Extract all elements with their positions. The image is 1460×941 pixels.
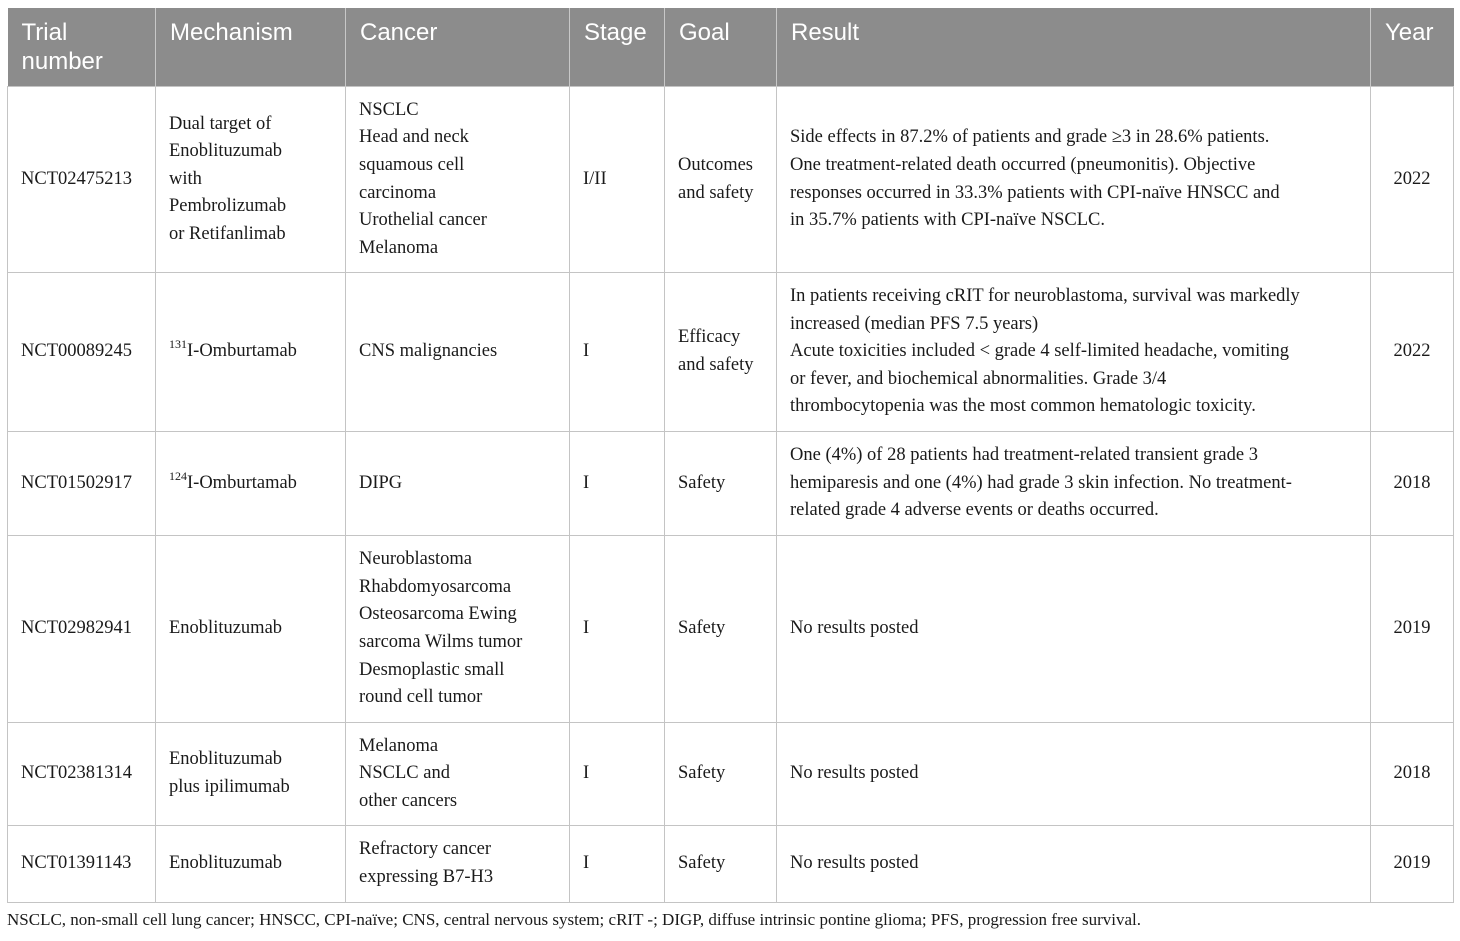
cell-stage: I bbox=[570, 723, 665, 826]
mechanism-line: with bbox=[169, 168, 202, 189]
cell-stage: I/II bbox=[570, 87, 665, 273]
isotope-superscript: 124 bbox=[169, 468, 187, 483]
table-row bbox=[8, 273, 1454, 432]
cell-trial-number: NCT01502917 bbox=[8, 432, 156, 536]
cancer-line: round cell tumor bbox=[359, 687, 483, 708]
result-line: Side effects in 87.2% of patients and grade ≥3 in 28.6% patients. bbox=[790, 127, 1270, 148]
goal-line: Efficacy bbox=[678, 327, 741, 348]
mechanism-line: Pembrolizumab bbox=[169, 196, 287, 217]
mechanism-line: Enoblituzumab bbox=[169, 141, 283, 162]
cell-mechanism bbox=[156, 723, 346, 826]
cell-result bbox=[777, 536, 1371, 723]
mechanism-line: Dual target of bbox=[169, 113, 272, 134]
cancer-line: Neuroblastoma bbox=[359, 549, 473, 570]
goal-line: Safety bbox=[678, 472, 726, 493]
cancer-line: Osteosarcoma Ewing bbox=[359, 604, 517, 625]
cancer-line: DIPG bbox=[359, 472, 403, 493]
table-row bbox=[8, 826, 1454, 903]
cancer-line: Refractory cancer bbox=[359, 839, 491, 860]
cell-result bbox=[777, 432, 1371, 536]
cell-goal bbox=[665, 432, 777, 536]
mechanism-text: I-Omburtamab bbox=[187, 341, 297, 362]
cancer-line: Desmoplastic small bbox=[359, 659, 505, 680]
cell-cancer bbox=[346, 87, 570, 273]
cell-trial-number: NCT02381314 bbox=[8, 723, 156, 826]
result-line: No results posted bbox=[790, 763, 919, 784]
cell-goal bbox=[665, 273, 777, 432]
goal-line: Outcomes bbox=[678, 154, 754, 175]
result-line: or fever, and biochemical abnormalities. Grade 3/4 bbox=[790, 368, 1167, 389]
cell-goal bbox=[665, 826, 777, 903]
trials-table-container bbox=[7, 8, 1453, 903]
cancer-line: Melanoma bbox=[359, 237, 439, 258]
header-trial-line-1: Trial bbox=[21, 19, 68, 46]
header-trial-number bbox=[8, 8, 156, 87]
cancer-line: Urothelial cancer bbox=[359, 210, 487, 231]
cancer-line: carcinoma bbox=[359, 182, 437, 203]
mechanism-text: I-Omburtamab bbox=[187, 472, 297, 493]
cell-mechanism bbox=[156, 273, 346, 432]
cancer-line: CNS malignancies bbox=[359, 341, 498, 362]
cancer-line: Head and neck bbox=[359, 127, 469, 148]
mechanism-line: Enoblituzumab bbox=[169, 618, 283, 639]
header-trial-line-2: number bbox=[21, 48, 103, 75]
cell-year: 2019 bbox=[1371, 826, 1454, 903]
cell-mechanism bbox=[156, 536, 346, 723]
cell-stage: I bbox=[570, 826, 665, 903]
cancer-line: Rhabdomyosarcoma bbox=[359, 576, 512, 597]
header-mechanism: Mechanism bbox=[156, 8, 346, 87]
result-line: One (4%) of 28 patients had treatment-related transient grade 3 bbox=[790, 445, 1258, 466]
cancer-line: squamous cell bbox=[359, 154, 465, 175]
result-line: in 35.7% patients with CPI-naïve NSCLC. bbox=[790, 210, 1105, 231]
result-line: Acute toxicities included < grade 4 self-limited headache, vomiting bbox=[790, 341, 1289, 362]
table-footnote: NSCLC, non-small cell lung cancer; HNSCC, CPI-naïve; CNS, central nervous system; cRIT -; DIGP, diffuse intrinsic pontine glioma; PFS, progression free survival. bbox=[7, 910, 1141, 929]
result-line: thrombocytopenia was the most common hematologic toxicity. bbox=[790, 396, 1256, 417]
cancer-line: NSCLC and bbox=[359, 763, 450, 784]
cancer-line: Melanoma bbox=[359, 735, 439, 756]
cell-goal bbox=[665, 723, 777, 826]
cell-year: 2022 bbox=[1371, 273, 1454, 432]
mechanism-line: or Retifanlimab bbox=[169, 223, 286, 244]
cancer-line: NSCLC bbox=[359, 99, 419, 120]
cell-trial-number: NCT01391143 bbox=[8, 826, 156, 903]
table-row bbox=[8, 536, 1454, 723]
cell-stage: I bbox=[570, 273, 665, 432]
header-goal: Goal bbox=[665, 8, 777, 87]
cancer-line: expressing B7-H3 bbox=[359, 867, 494, 887]
cell-goal bbox=[665, 87, 777, 273]
cell-stage: I bbox=[570, 536, 665, 723]
mechanism-line: Enoblituzumab bbox=[169, 749, 283, 770]
cell-cancer bbox=[346, 826, 570, 903]
cell-year: 2018 bbox=[1371, 723, 1454, 826]
cell-year: 2018 bbox=[1371, 432, 1454, 536]
cell-cancer bbox=[346, 273, 570, 432]
cell-result bbox=[777, 723, 1371, 826]
table-row bbox=[8, 432, 1454, 536]
result-line: One treatment-related death occurred (pneumonitis). Objective bbox=[790, 154, 1256, 175]
result-line: related grade 4 adverse events or deaths occurred. bbox=[790, 500, 1159, 521]
table-row bbox=[8, 723, 1454, 826]
mechanism-line: Enoblituzumab bbox=[169, 853, 283, 874]
cell-cancer bbox=[346, 723, 570, 826]
cancer-line: other cancers bbox=[359, 790, 458, 811]
result-line: increased (median PFS 7.5 years) bbox=[790, 313, 1039, 334]
cell-cancer bbox=[346, 536, 570, 723]
cell-result bbox=[777, 826, 1371, 903]
cell-mechanism bbox=[156, 432, 346, 536]
header-result: Result bbox=[777, 8, 1371, 87]
goal-line: Safety bbox=[678, 618, 726, 639]
cell-result bbox=[777, 273, 1371, 432]
cell-cancer bbox=[346, 432, 570, 536]
cell-result bbox=[777, 87, 1371, 273]
result-line: No results posted bbox=[790, 618, 919, 639]
cell-mechanism bbox=[156, 87, 346, 273]
result-line: hemiparesis and one (4%) had grade 3 skin infection. No treatment- bbox=[790, 472, 1292, 493]
header-cancer: Cancer bbox=[346, 8, 570, 87]
cancer-line: sarcoma Wilms tumor bbox=[359, 632, 523, 652]
mechanism-line: plus ipilimumab bbox=[169, 777, 290, 797]
result-line: No results posted bbox=[790, 853, 919, 874]
cell-year: 2022 bbox=[1371, 87, 1454, 273]
header-stage: Stage bbox=[570, 8, 665, 87]
cell-goal bbox=[665, 536, 777, 723]
result-line: responses occurred in 33.3% patients with CPI-naïve HNSCC and bbox=[790, 182, 1280, 203]
table-header-row bbox=[8, 8, 1454, 87]
goal-line: and safety bbox=[678, 355, 754, 375]
cell-year: 2019 bbox=[1371, 536, 1454, 723]
cell-trial-number: NCT00089245 bbox=[8, 273, 156, 432]
clinical-trials-table bbox=[7, 8, 1454, 903]
cell-mechanism bbox=[156, 826, 346, 903]
goal-line: and safety bbox=[678, 182, 754, 203]
table-row bbox=[8, 87, 1454, 273]
cell-stage: I bbox=[570, 432, 665, 536]
header-year: Year bbox=[1371, 8, 1454, 87]
isotope-superscript: 131 bbox=[169, 337, 187, 352]
cell-trial-number: NCT02982941 bbox=[8, 536, 156, 723]
goal-line: Safety bbox=[678, 853, 726, 874]
cell-trial-number: NCT02475213 bbox=[8, 87, 156, 273]
goal-line: Safety bbox=[678, 763, 726, 784]
result-line: In patients receiving cRIT for neuroblastoma, survival was markedly bbox=[790, 286, 1300, 307]
